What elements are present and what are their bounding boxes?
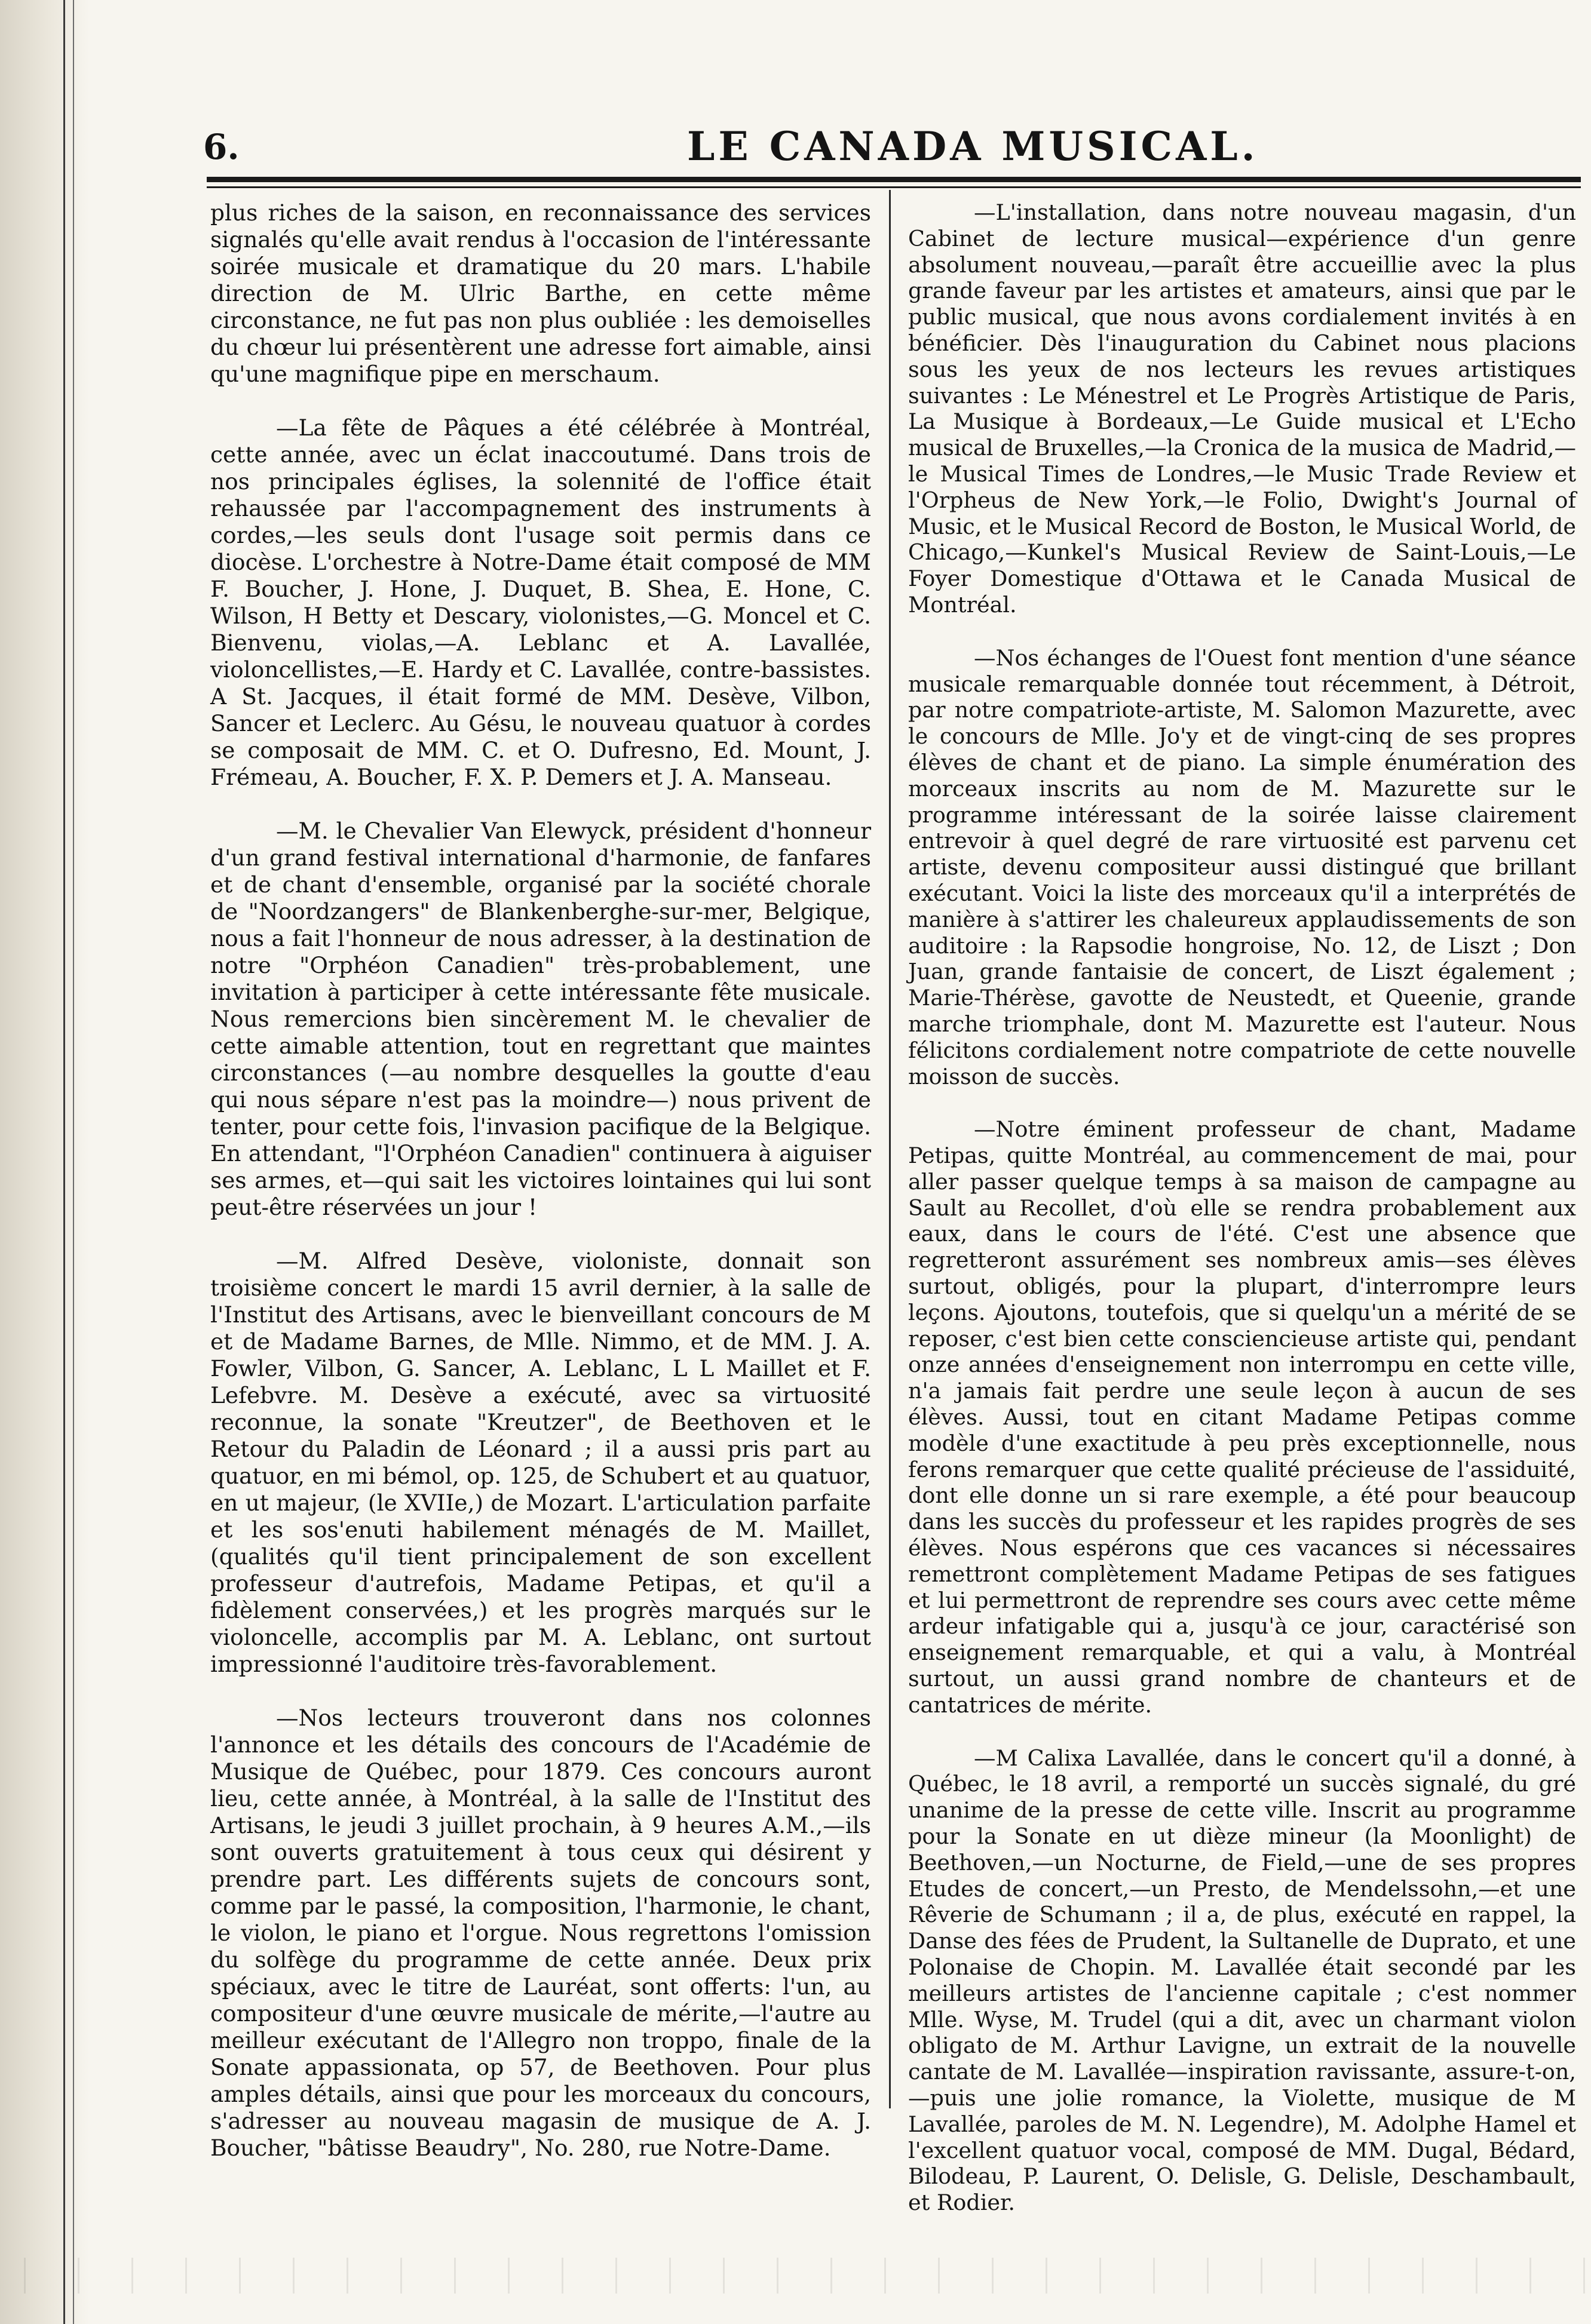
article-paragraph: —M. le Chevalier Van Elewyck, président d'honneur d'un grand festival international d'harmonie, de fanfares et de chant d'ensemble, organisé par la société chorale de "Noordzangers" de Blankenberghe-sur-mer, Belgique, nous a fait l'honneur de nous adresser, à la destination de notre "Orphéon Canadien" très-probablement, une invitation à participer à cette intéressante fête musicale. Nous remercions bien sincèrement M. le chevalier de cette aimable attention, tout en regrettant que maintes circonstances (—au nombre desquelles la goutte d'eau qui nous sépare n'est pas la moindre—) nous privent de tenter, pour cette fois, l'invasion pacifique de la Belgique. En attendant, "l'Orphéon Canadien" continuera à aiguiser ses armes, et—qui sait les victoires lointaines qui lui sont peut-être réservées un jour ! [210, 818, 871, 1220]
left-column [210, 199, 871, 2188]
article-paragraph: —Nos lecteurs trouveront dans nos colonnes l'annonce et les détails des concours de l'Académie de Musique de Québec, pour 1879. Ces concours auront lieu, cette année, à Montréal, à la salle de l'Institut des Artisans, le jeudi 3 juillet prochain, à 9 heures A.M.,—ils sont ouverts gratuitement à tous ceux qui désirent y prendre part. Les différents sujets de concours sont, comme par le passé, la composition, l'harmonie, le chant, le violon, le piano et l'orgue. Nous regrettons l'omission du solfège du programme de cette année. Deux prix spéciaux, avec le titre de Lauréat, sont offerts: l'un, au compositeur d'une œuvre musicale de mérite,—l'autre au meilleur exécutant de l'Allegro non troppo, finale de la Sonate appassionata, op 57, de Beethoven. Pour plus amples détails, ainsi que pour les morceaux du concours, s'adresser au nouveau magasin de musique de A. J. Boucher, "bâtisse Beaudry", No. 280, rue Notre-Dame. [210, 1705, 871, 2161]
page-number: 6. [203, 127, 240, 167]
binding-edge-line [63, 0, 65, 2324]
binding-edge-line-inner [73, 0, 74, 2324]
article-paragraph: plus riches de la saison, en reconnaissance des services signalés qu'elle avait rendus à l'occasion de l'intéressante soirée musicale et dramatique du 20 mars. L'habile direction de M. Ulric Barthe, en cette même circonstance, ne fut pas non plus oubliée : les demoiselles du chœur lui présentèrent une adresse fort aimable, ainsi qu'une magnifique pipe en merschaum. [210, 199, 871, 387]
column-divider [889, 190, 891, 2108]
article-paragraph: —La fête de Pâques a été célébrée à Montréal, cette année, avec un éclat inaccoutumé. Dans trois de nos principales églises, la solennité de l'office était rehaussée par l'accompagnement des instruments à cordes,—les seuls dont l'usage soit permis dans ce diocèse. L'orchestre à Notre-Dame était composé de MM F. Boucher, J. Hone, J. Duquet, B. Shea, E. Hone, C. Wilson, H Betty et Descary, violonistes,—G. Moncel et C. Bienvenu, violas,—A. Leblanc et A. Lavallée, violoncellistes,—E. Hardy et C. Lavallée, contre-bassistes. A St. Jacques, il était formé de MM. Desève, Vilbon, Sancer et Leclerc. Au Gésu, le nouveau quatuor à cordes se composait de MM. C. et O. Dufresno, Ed. Mount, J. Frémeau, A. Boucher, F. X. P. Demers et J. A. Manseau. [210, 415, 871, 790]
page-binding-shadow [0, 0, 90, 2324]
right-column [908, 199, 1576, 2243]
article-paragraph: —Notre éminent professeur de chant, Madame Petipas, quitte Montréal, au commencement de mai, pour aller passer quelque temps à sa maison de campagne au Sault au Recollet, d'où elle se rendra probablement aux eaux, dans le cours de l'été. C'est une absence que regretteront assurément ses nombreux amis—ses élèves surtout, obligés, pour la plupart, d'interrompre leurs leçons. Ajoutons, toutefois, que si quelqu'un a mérité de se reposer, c'est bien cette consciencieuse artiste qui, pendant onze années d'enseignement non interrompu en cette ville, n'a jamais fait perdre une seule leçon à aucun de ses élèves. Aussi, tout en citant Madame Petipas comme modèle d'une exactitude à peu près exceptionnelle, nous ferons remarquer que cette qualité précieuse de l'assiduité, dont elle donne un si rare exemple, a été pour beaucoup dans les succès du professeur et les rapides progrès de ses élèves. Nous espérons que ces vacances si nécessaires remettront complètement Madame Petipas de ses fatigues et lui permettront de reprendre ses cours avec cette même ardeur infatigable qui a, jusqu'à ce jour, caractérisé son enseignement remarquable, et qui a valu, à Montréal surtout, un aussi grand nombre de chanteurs et de cantatrices de mérite. [908, 1116, 1576, 1718]
scan-noise [0, 2258, 1591, 2294]
header-rule-thin [207, 186, 1581, 188]
header-rule-thick [207, 177, 1581, 182]
article-paragraph: —M. Alfred Desève, violoniste, donnait son troisième concert le mardi 15 avril dernier, à la salle de l'Institut des Artisans, avec le bienveillant concours de M et de Madame Barnes, de Mlle. Nimmo, et de MM. J. A. Fowler, Vilbon, G. Sancer, A. Leblanc, L L Maillet et F. Lefebvre. M. Desève a exécuté, avec sa virtuosité reconnue, la sonate "Kreutzer", de Beethoven et le Retour du Paladin de Léonard ; il a aussi pris part au quatuor, en mi bémol, op. 125, de Schubert et au quatuor, en ut majeur, (le XVIIe,) de Mozart. L'articulation parfaite et les sos'enuti habilement ménagés de M. Maillet, (qualités qu'il tient principalement de son excellent professeur d'autrefois, Madame Petipas, et qu'il a fidèlement conservées,) et les progrès marqués sur le violoncelle, accomplis par M. A. Leblanc, ont surtout impressionné l'auditoire très-favorablement. [210, 1248, 871, 1677]
article-paragraph: —L'installation, dans notre nouveau magasin, d'un Cabinet de lecture musical—expérience d'un genre absolument nouveau,—paraît être accueillie avec la plus grande faveur par les artistes et amateurs, ainsi que par le public musical, que nous avons cordialement invités à en bénéficier. Dès l'inauguration du Cabinet nous placions sous les yeux de nos lecteurs les revues artistiques suivantes : Le Ménestrel et Le Progrès Artistique de Paris, La Musique à Bordeaux,—Le Guide musical et L'Echo musical de Bruxelles,—la Cronica de la musica de Madrid,—le Musical Times de Londres,—le Music Trade Review et l'Orpheus de New York,—le Folio, Dwight's Journal of Music, et le Musical Record de Boston, le Musical World, de Chicago,—Kunkel's Musical Review de Saint-Louis,—Le Foyer Domestique d'Ottawa et le Canada Musical de Montréal. [908, 199, 1576, 618]
article-paragraph: —M Calixa Lavallée, dans le concert qu'il a donné, à Québec, le 18 avril, a remporté un succès signalé, du gré unanime de la presse de cette ville. Inscrit au programme pour la Sonate en ut dièze mineur (la Moonlight) de Beethoven,—un Nocturne, de Field,—une de ses propres Etudes de concert,—un Presto, de Mendelssohn,—et une Rêverie de Schumann ; il a, de plus, exécuté en rappel, la Danse des fées de Prudent, la Sultanelle de Duprato, et une Polonaise de Chopin. M. Lavallée était secondé par les meilleurs artistes de l'ancienne capitale ; c'est nommer Mlle. Wyse, M. Trudel (qui a dit, avec un charmant violon obligato de M. Arthur Lavigne, un extrait de la nouvelle cantate de M. Lavallée—inspiration ravissante, assure-t-on,—puis une jolie romance, la Violette, musique de M Lavallée, paroles de M. N. Legendre), M. Adolphe Hamel et l'excellent quatuor vocal, composé de MM. Dugal, Bédard, Bilodeau, P. Laurent, O. Delisle, G. Delisle, Deschambault, et Rodier. [908, 1745, 1576, 2216]
running-head-title: LE CANADA MUSICAL. [687, 123, 1259, 170]
article-paragraph: —Nos échanges de l'Ouest font mention d'une séance musicale remarquable donnée tout récemment, à Détroit, par notre compatriote-artiste, M. Salomon Mazurette, avec le concours de Mlle. Jo'y et de vingt-cinq de ses propres élèves de chant et de piano. La simple énumération des morceaux inscrits au nom de M. Mazurette sur le programme intéressant de la soirée laisse clairement entrevoir à quel degré de rare virtuosité est parvenu cet artiste, devenu compositeur aussi distingué que brillant exécutant. Voici la liste des morceaux qu'il a interprétés de manière à s'attirer les chaleureux applaudissements de son auditoire : la Rapsodie hongroise, No. 12, de Liszt ; Don Juan, grande fantaisie de concert, de Liszt également ; Marie-Thérèse, gavotte de Neustedt, et Queenie, grande marche triomphale, dont M. Mazurette est l'auteur. Nous félicitons cordialement notre compatriote de cette nouvelle moisson de succès. [908, 644, 1576, 1089]
